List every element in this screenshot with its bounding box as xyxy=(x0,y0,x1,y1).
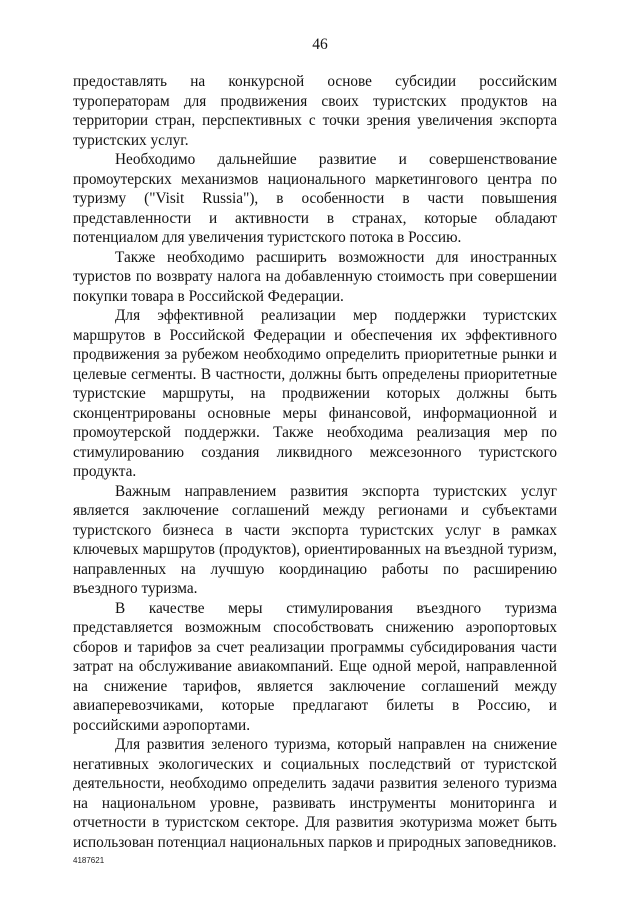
document-body xyxy=(73,72,557,852)
document-code: 4187621 xyxy=(73,856,105,865)
paragraph: Важным направлением развития экспорта туристских услуг является заключение соглашений между регионами и субъектами туристского бизнеса в части экспорта туристских услуг в рамках ключевых маршрутов (продуктов), ориентированных на въездной туризм, направленных на лучшую координацию работы по расширению въездного туризма. xyxy=(73,482,557,597)
page-number: 46 xyxy=(312,36,328,53)
paragraph: Для развития зеленого туризма, который направлен на снижение негативных экологических и социальных последствий от туристской деятельности, необходимо определить задачи развития зеленого туризма на национальном уровне, развивать инструменты мониторинга и отчетности в туристском секторе. Для развития экотуризма может быть использован потенциал национальных парков и природных заповедников. xyxy=(73,736,557,851)
paragraph: Необходимо дальнейшие развитие и совершенствование промоутерских механизмов национального маркетингового центра по туризму ("Visit Russia"), в особенности в части повышения представленности и активности в странах, которые обладают потенциалом для увеличения туристского потока в Россию. xyxy=(73,151,557,246)
paragraph: В качестве меры стимулирования въездного туризма представляется возможным способствовать снижению аэропортовых сборов и тарифов за счет реализации программы субсидирования части затрат на обслуживание авиакомпаний. Еще одной мерой, направленной на снижение тарифов, является заключение соглашений между авиаперевозчиками, которые предлагают билеты в Россию, и российскими аэропортами. xyxy=(73,599,557,734)
paragraph-continued: предоставлять на конкурсной основе субсидии российским туроператорам для продвижения своих туристских продуктов на территории стран, перспективных с точки зрения увеличения экспорта туристских услуг. xyxy=(73,73,557,149)
paragraph: Также необходимо расширить возможности для иностранных туристов по возврату налога на добавленную стоимость при совершении покупки товара в Российской Федерации. xyxy=(73,248,557,305)
paragraph: Для эффективной реализации мер поддержки туристских маршрутов в Российской Федерации и обеспечения их эффективного продвижения за рубежом необходимо определить приоритетные рынки и целевые сегменты. В частности, должны быть определены приоритетные туристские маршруты, на продвижении которых должны быть сконцентрированы основные меры финансовой, информационной и промоутерской поддержки. Также необходима реализация мер по стимулированию создания ликвидного межсезонного туристского продукта. xyxy=(73,307,557,480)
